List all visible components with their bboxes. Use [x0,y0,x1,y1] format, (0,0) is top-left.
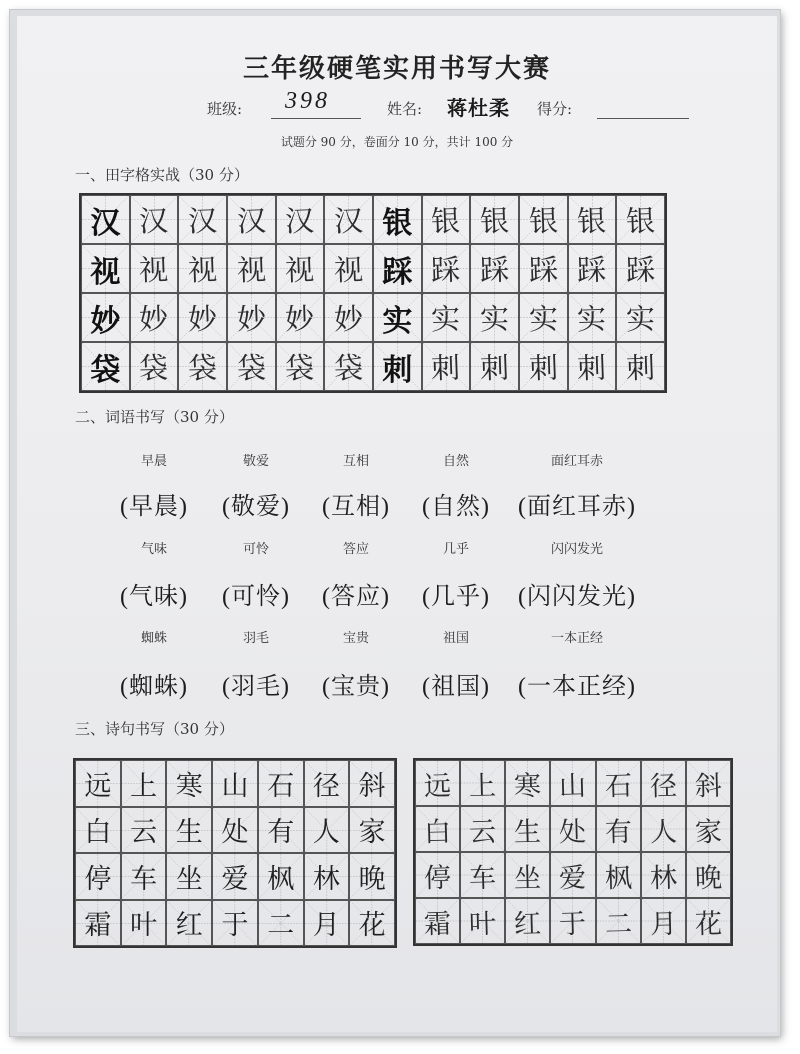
written-character: 实 [431,303,462,337]
word-prompt: 可怜 [242,542,269,557]
written-character: 人 [649,816,678,847]
grid-cell [227,195,276,244]
grid-cell [130,342,179,391]
grid-cell [130,244,179,293]
grid-cell [276,293,325,342]
written-character: 叶 [468,908,497,939]
grid-cell [212,807,258,854]
grid-cell [121,807,167,854]
written-character: 有 [604,816,633,847]
written-character: 云 [468,816,497,847]
grid-cell [166,853,212,900]
word-prompt: 一本正经 [550,631,603,646]
word-prompt: 答应 [342,542,369,557]
written-character: 踩 [625,254,656,288]
section2-heading: 二、词语书写（30 分） [75,408,234,426]
grid-cell [258,853,304,900]
written-character: 刺 [577,352,608,386]
word-prompt: 蜘蛛 [140,631,167,646]
grid-cell [415,806,460,852]
grid-cell [178,342,227,391]
word-answer: (闪闪发光) [518,584,636,610]
written-character: 刺 [625,352,656,386]
model-character: 云 [130,817,158,849]
written-character: 远 [423,770,452,801]
grid-cell [130,195,179,244]
section3-heading: 三、诗句书写（30 分） [75,720,234,738]
word-answer: (宝贵) [322,674,390,700]
grid-cell [460,898,505,944]
written-character: 视 [333,254,364,288]
word-answer: (羽毛) [222,674,290,700]
exam-sheet [17,16,777,1032]
written-character: 刺 [528,352,559,386]
model-character: 远 [84,770,112,802]
grid-cell [505,806,550,852]
grid-cell [596,852,641,898]
grid-cell [121,900,167,947]
written-character: 银 [431,205,462,239]
written-character: 袋 [187,352,218,386]
grid-cell [276,244,325,293]
grid-cell [550,852,595,898]
written-character: 视 [285,254,316,288]
grid-cell [324,293,373,342]
grid-cell [178,293,227,342]
word-answer: (可怜) [222,584,290,610]
grid-cell [641,806,686,852]
written-character: 实 [625,303,656,337]
class-underline [271,118,361,119]
written-character: 袋 [285,352,316,386]
grid-cell [470,342,519,391]
written-character: 石 [604,770,633,801]
written-character: 汉 [285,205,316,239]
word-prompt: 闪闪发光 [550,542,603,557]
written-character: 踩 [431,254,462,288]
grid-cell [519,195,568,244]
written-character: 实 [528,303,559,337]
written-character: 于 [559,908,587,939]
grid-cell [324,342,373,391]
model-character: 实 [382,303,413,339]
grid-cell [686,898,731,944]
grid-cell [505,852,550,898]
model-character: 袋 [90,352,121,388]
grid-cell [550,760,595,806]
grid-cell [349,807,395,854]
grid-cell [178,244,227,293]
grid-cell [641,898,686,944]
model-character: 上 [130,770,158,802]
model-character: 爱 [221,863,249,895]
written-character: 二 [604,908,633,939]
written-character: 妙 [333,303,364,337]
grid-cell [568,293,617,342]
grid-cell [324,244,373,293]
model-character: 石 [267,770,295,802]
grid-cell [596,898,641,944]
written-character: 径 [649,770,678,801]
written-character: 踩 [577,254,608,288]
grid-cell [550,806,595,852]
model-character: 二 [267,910,295,942]
grid-cell [422,195,471,244]
written-character: 银 [479,205,510,239]
name-value: 蒋杜柔 [447,98,510,120]
written-character: 寒 [514,770,542,801]
word-answer: (互相) [322,494,390,520]
word-prompt: 早晨 [140,454,167,469]
model-character: 有 [267,817,295,849]
grid-cell [304,900,350,947]
grid-cell [568,195,617,244]
grid-cell [130,293,179,342]
written-character: 实 [577,303,608,337]
written-character: 妙 [285,303,316,337]
grid-cell [686,760,731,806]
written-character: 妙 [187,303,218,337]
word-answer: (面红耳赤) [518,494,636,520]
word-answer: (早晨) [120,494,188,520]
written-character: 林 [649,862,678,893]
written-character: 爱 [559,862,587,893]
written-character: 银 [528,205,559,239]
grid-cell [519,342,568,391]
grid-cell [616,293,665,342]
page-title: 三年级硬笔实用书写大赛 [242,54,551,84]
word-prompt: 几乎 [442,542,469,557]
grid-cell [75,853,121,900]
model-character: 刺 [382,352,413,388]
model-character: 停 [84,863,112,895]
grid-cell [422,342,471,391]
grid-cell [349,853,395,900]
model-character: 坐 [175,863,203,895]
grid-cell [373,195,422,244]
model-character: 生 [175,817,203,849]
word-answer: (答应) [322,584,390,610]
model-character: 处 [221,817,249,849]
grid-cell [415,760,460,806]
grid-cell [276,195,325,244]
model-character: 叶 [130,910,158,942]
grid-cell [686,806,731,852]
written-character: 袋 [139,352,170,386]
grid-cell [258,900,304,947]
model-character: 林 [312,863,340,895]
written-character: 刺 [431,352,462,386]
grid-cell [596,806,641,852]
grid-cell [349,900,395,947]
written-character: 车 [468,862,497,893]
grid-cell [470,293,519,342]
word-answer: (几乎) [422,584,490,610]
model-character: 霜 [84,910,112,942]
grid-cell [227,342,276,391]
grid-cell [258,760,304,807]
written-character: 白 [423,816,452,847]
grid-cell [258,807,304,854]
class-value: 398 [285,88,330,114]
grid-cell [373,293,422,342]
grid-cell [686,852,731,898]
written-character: 袋 [236,352,267,386]
grid-cell [166,900,212,947]
written-character: 视 [187,254,218,288]
grid-cell [641,852,686,898]
written-character: 汉 [236,205,267,239]
grid-cell [568,244,617,293]
written-character: 晚 [694,862,723,893]
grid-cell [212,760,258,807]
written-character: 汉 [187,205,218,239]
written-character: 处 [559,816,587,847]
written-character: 踩 [479,254,510,288]
poem-written-grid [413,758,733,946]
model-character: 月 [312,910,340,942]
grid-cell [616,195,665,244]
word-answer: (一本正经) [518,674,636,700]
written-character: 家 [694,816,723,847]
model-character: 寒 [175,770,203,802]
grid-cell [616,342,665,391]
grid-cell [596,760,641,806]
word-answer: (气味) [120,584,188,610]
written-character: 视 [236,254,267,288]
word-prompt: 自然 [442,454,469,469]
grid-cell [616,244,665,293]
grid-cell [227,293,276,342]
grid-cell [415,898,460,944]
model-character: 人 [312,817,340,849]
grid-cell [304,807,350,854]
grid-cell [505,898,550,944]
written-character: 上 [468,770,497,801]
written-character: 汉 [333,205,364,239]
word-answer: (蜘蛛) [120,674,188,700]
written-character: 袋 [333,352,364,386]
word-answer: (敬爱) [222,494,290,520]
grid-cell [81,195,130,244]
written-character: 红 [514,908,542,939]
written-character: 霜 [423,908,452,939]
written-character: 山 [559,770,587,801]
grid-cell [641,760,686,806]
grid-cell [470,195,519,244]
written-character: 实 [479,303,510,337]
section1-heading: 一、田字格实战（30 分） [75,166,249,184]
model-character: 车 [130,863,158,895]
grid-cell [422,244,471,293]
word-prompt: 气味 [140,542,167,557]
model-character: 红 [175,910,203,942]
grid-cell [415,852,460,898]
written-character: 银 [577,205,608,239]
word-prompt: 羽毛 [242,631,269,646]
tianzige-grid [79,193,667,393]
grid-cell [304,760,350,807]
score-label: 得分: [537,100,573,118]
model-character: 白 [84,817,112,849]
word-prompt: 祖国 [442,631,469,646]
grid-cell [373,342,422,391]
written-character: 踩 [528,254,559,288]
grid-cell [519,244,568,293]
written-character: 生 [514,816,542,847]
written-character: 妙 [139,303,170,337]
word-prompt: 互相 [342,454,369,469]
grid-cell [212,900,258,947]
model-character: 枫 [267,863,295,895]
score-note: 试题分 90 分，卷面分 10 分，共计 100 分 [280,135,514,149]
grid-cell [121,760,167,807]
grid-cell [568,342,617,391]
grid-cell [460,760,505,806]
grid-cell [121,853,167,900]
written-character: 刺 [479,352,510,386]
grid-cell [81,342,130,391]
written-character: 妙 [236,303,267,337]
grid-cell [75,760,121,807]
written-character: 坐 [514,862,542,893]
written-character: 汉 [139,205,170,239]
name-label: 姓名: [387,100,423,118]
model-character: 山 [221,770,249,802]
grid-cell [460,806,505,852]
grid-cell [166,807,212,854]
grid-cell [505,760,550,806]
grid-cell [276,342,325,391]
grid-cell [519,293,568,342]
grid-cell [81,293,130,342]
grid-cell [470,244,519,293]
model-character: 晚 [358,863,386,895]
class-label: 班级: [207,100,243,118]
grid-cell [349,760,395,807]
grid-cell [460,852,505,898]
model-character: 花 [358,910,386,942]
model-character: 视 [90,254,121,290]
model-character: 于 [221,910,249,942]
word-answer: (祖国) [422,674,490,700]
model-character: 妙 [90,303,121,339]
model-character: 家 [358,817,386,849]
written-character: 枫 [604,862,633,893]
written-character: 停 [423,862,452,893]
model-character: 汉 [90,205,121,241]
grid-cell [422,293,471,342]
grid-cell [550,898,595,944]
grid-cell [212,853,258,900]
score-underline [597,118,689,119]
written-character: 视 [139,254,170,288]
written-character: 银 [625,205,656,239]
model-character: 径 [312,770,340,802]
word-prompt: 宝贵 [342,631,369,646]
model-character: 斜 [358,770,386,802]
grid-cell [373,244,422,293]
grid-cell [227,244,276,293]
grid-cell [81,244,130,293]
written-character: 花 [694,908,723,939]
grid-cell [75,807,121,854]
written-character: 斜 [694,770,723,801]
poem-model-grid [73,758,397,948]
grid-cell [75,900,121,947]
model-character: 银 [382,205,413,241]
grid-cell [324,195,373,244]
written-character: 月 [649,908,678,939]
grid-cell [304,853,350,900]
grid-cell [166,760,212,807]
word-prompt: 面红耳赤 [550,454,603,469]
model-character: 踩 [382,254,413,290]
word-answer: (自然) [422,494,490,520]
grid-cell [178,195,227,244]
word-prompt: 敬爱 [242,454,269,469]
